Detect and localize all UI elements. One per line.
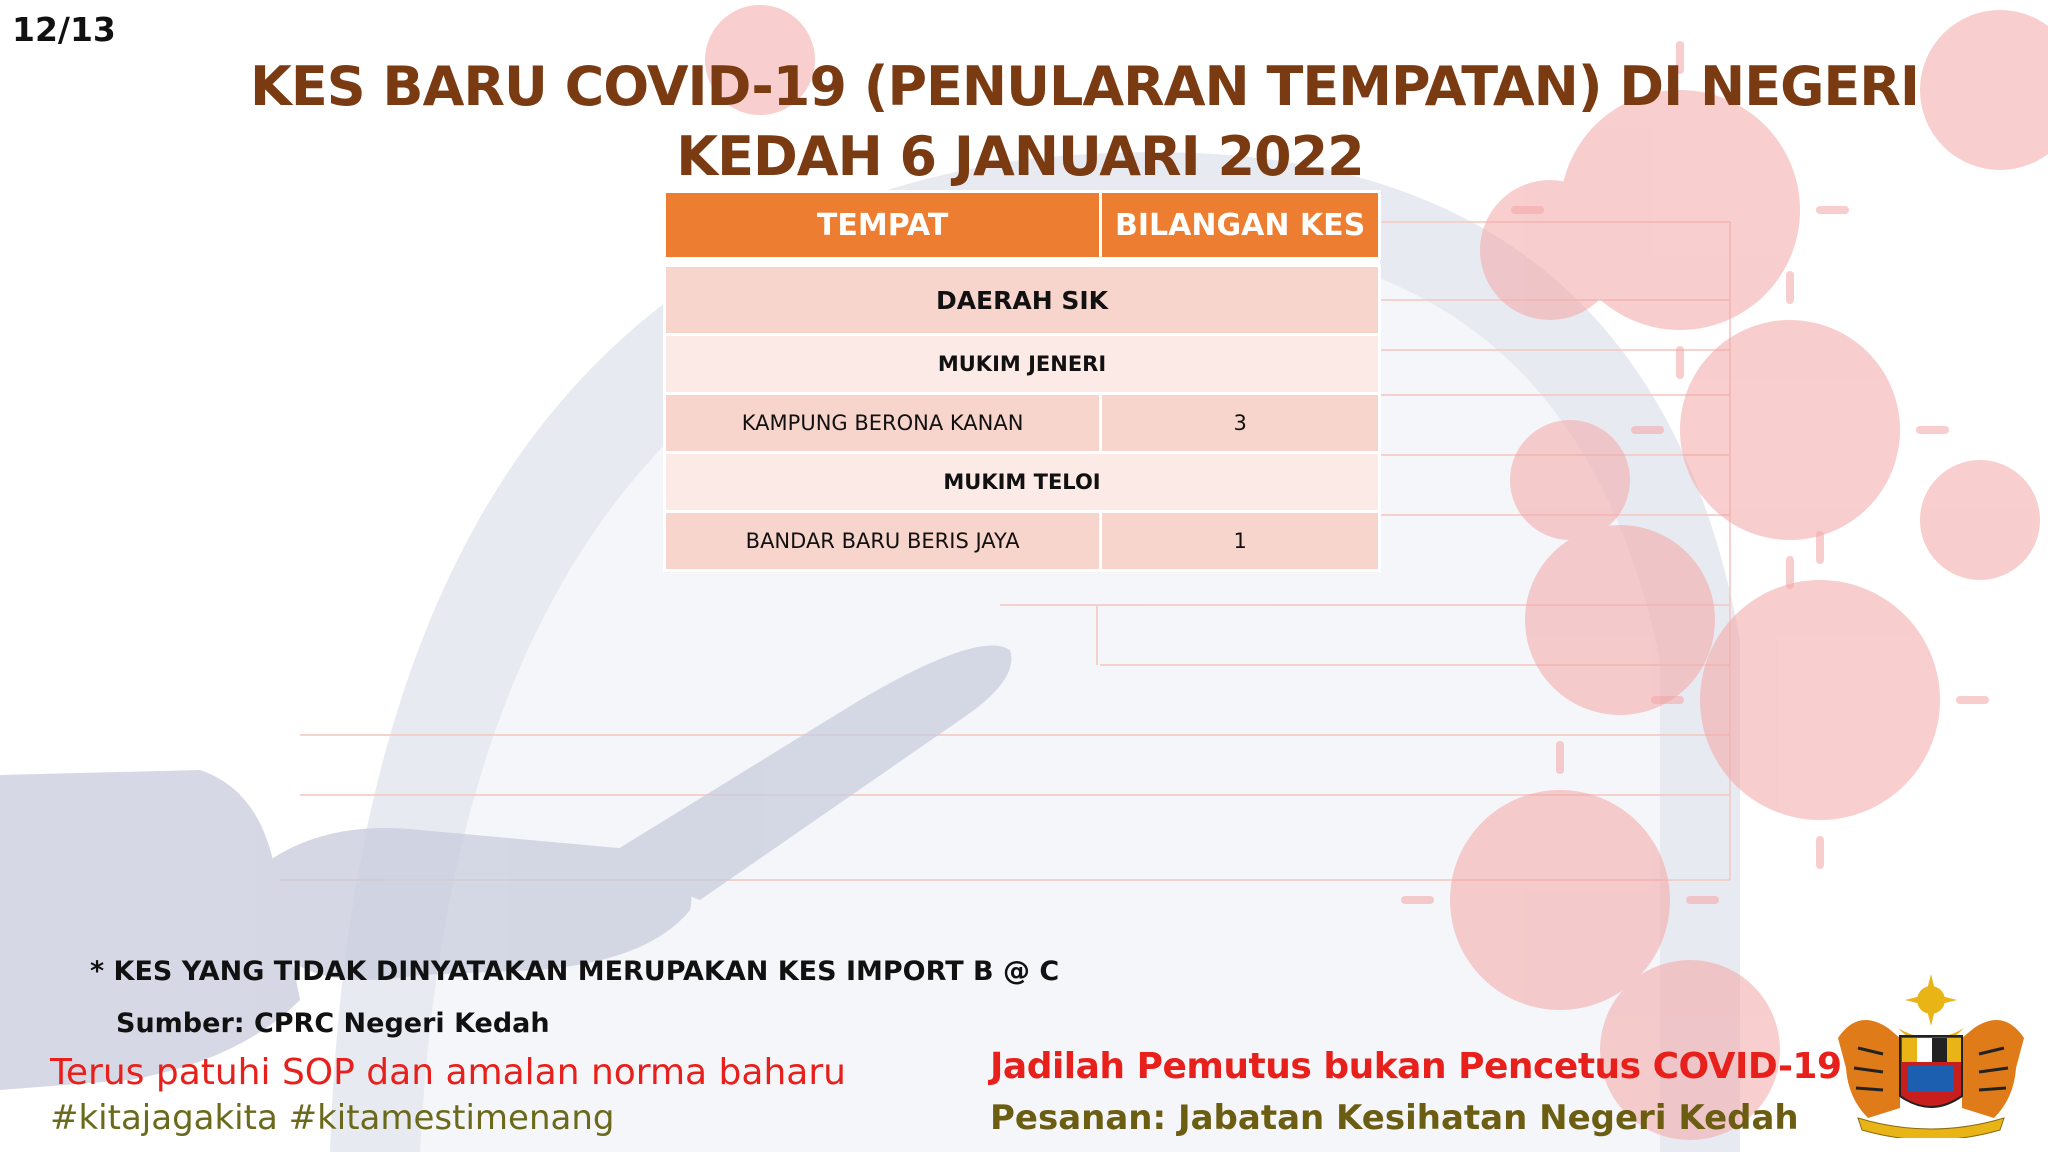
table-row (665, 512, 1380, 571)
cases-cell: 3 (1101, 394, 1380, 453)
table-row-mukim (665, 335, 1380, 394)
import-note: * KES YANG TIDAK DINYATAKAN MERUPAKAN KES IMPORT B @ C (90, 956, 1060, 987)
table-row-mukim (665, 453, 1380, 512)
title-line-1: KES BARU COVID-19 (PENULARAN TEMPATAN) DI NEGERI (250, 55, 1919, 118)
mukim-label: MUKIM TELOI (665, 453, 1380, 512)
table-row-daerah (665, 266, 1380, 335)
header-bilangan-kes: BILANGAN KES (1101, 192, 1380, 259)
page-title (250, 52, 1919, 192)
page-number: 12/13 (12, 10, 116, 49)
title-line-2: KEDAH 6 JANUARI 2022 (676, 125, 1364, 188)
cases-cell: 1 (1101, 512, 1380, 571)
sop-message: Terus patuhi SOP dan amalan norma baharu (50, 1052, 846, 1093)
header-tempat: TEMPAT (665, 192, 1101, 259)
cases-table (663, 190, 1381, 572)
place-cell: KAMPUNG BERONA KANAN (665, 394, 1101, 453)
place-cell: BANDAR BARU BERIS JAYA (665, 512, 1101, 571)
slogan: Jadilah Pemutus bukan Pencetus COVID-19 (990, 1046, 1842, 1087)
daerah-label: DAERAH SIK (665, 266, 1380, 335)
table-header-row (665, 192, 1380, 259)
table-row (665, 394, 1380, 453)
pesanan-text: Pesanan: Jabatan Kesihatan Negeri Kedah (990, 1098, 1799, 1138)
mukim-label: MUKIM JENERI (665, 335, 1380, 394)
malaysia-crest-icon (1828, 968, 2034, 1138)
hashtags: #kitajagakita #kitamestimenang (50, 1098, 615, 1138)
source-text: Sumber: CPRC Negeri Kedah (116, 1008, 550, 1039)
